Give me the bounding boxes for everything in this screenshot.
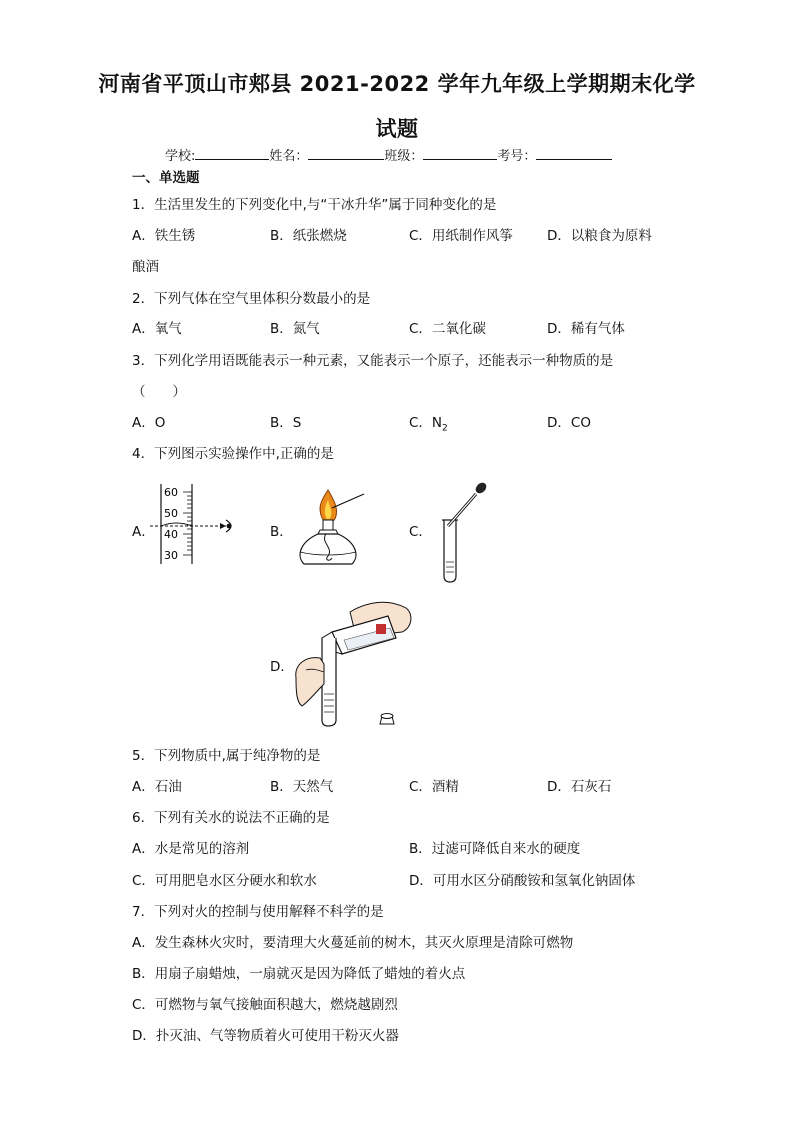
q5-option-a[interactable]: A．石油: [132, 779, 182, 795]
q3-option-c-subscript: 2: [442, 423, 448, 434]
scale-label-50: 50: [164, 507, 178, 520]
q3-option-d[interactable]: D．CO: [547, 415, 591, 431]
q6-option-a[interactable]: A．水是常见的溶剂: [132, 841, 250, 857]
page-title: 河南省平顶山市郏县 2021-2022 学年九年级上学期期末化学: [98, 72, 696, 96]
q2-option-c[interactable]: C．二氧化碳: [409, 321, 486, 337]
question-3-stem: 3．下列化学用语既能表示一种元素，又能表示一个原子，还能表示一种物质的是: [132, 353, 614, 369]
q5-option-b[interactable]: B．天然气: [270, 779, 334, 795]
q7-option-d[interactable]: D．扑灭油、气等物质着火可使用干粉灭火器: [132, 1028, 399, 1044]
q2-option-b[interactable]: B．氮气: [270, 321, 320, 337]
q2-option-d[interactable]: D．稀有气体: [547, 321, 625, 337]
name-label: 姓名：: [269, 149, 309, 164]
alcohol-lamp-figure: [290, 486, 368, 572]
scale-label-30: 30: [164, 549, 178, 562]
question-4-stem: 4．下列图示实验操作中,正确的是: [132, 446, 334, 462]
q5-option-c[interactable]: C．酒精: [409, 779, 459, 795]
q6-option-c[interactable]: C．可用肥皂水区分硬水和软水: [132, 873, 317, 889]
class-blank[interactable]: [423, 147, 497, 160]
q1-option-d-continued: 酿酒: [132, 259, 159, 275]
q5-option-d[interactable]: D．石灰石: [547, 779, 612, 795]
q7-option-c[interactable]: C．可燃物与氧气接触面积越大，燃烧越剧烈: [132, 997, 398, 1013]
q6-option-d[interactable]: D．可用水区分硝酸铵和氢氧化钠固体: [409, 873, 636, 889]
q1-option-c[interactable]: C．用纸制作风筝: [409, 228, 513, 244]
school-blank[interactable]: [195, 147, 269, 160]
question-6-stem: 6．下列有关水的说法不正确的是: [132, 810, 330, 826]
q3-option-c[interactable]: [409, 411, 448, 434]
q7-option-a[interactable]: A．发生森林火灾时，要清理大火蔓延前的树木，其灭火原理是清除可燃物: [132, 935, 574, 951]
name-blank[interactable]: [308, 147, 384, 160]
q4-option-b[interactable]: B．: [270, 524, 293, 540]
q1-option-b[interactable]: B．纸张燃烧: [270, 228, 347, 244]
eye-icon: [226, 520, 231, 532]
question-1-stem: 1．生活里发生的下列变化中,与“干冰升华”属于同种变化的是: [132, 197, 497, 213]
student-info-row: [165, 145, 612, 164]
scale-label-60: 60: [164, 486, 178, 499]
question-7-stem: 7．下列对火的控制与使用解释不科学的是: [132, 904, 384, 920]
q2-option-a[interactable]: A．氧气: [132, 321, 182, 337]
class-label: 班级：: [384, 149, 424, 164]
school-label: 学校:: [165, 149, 196, 164]
q3-option-b[interactable]: B．S: [270, 415, 302, 431]
q3-option-c-text: C．N: [409, 415, 443, 431]
q4-option-c[interactable]: C．: [409, 524, 432, 540]
q4-option-a[interactable]: A．: [132, 524, 155, 540]
q7-option-b[interactable]: B．用扇子扇蜡烛，一扇就灭是因为降低了蜡烛的着火点: [132, 966, 466, 982]
pouring-liquid-figure: [292, 598, 420, 730]
number-label: 考号：: [497, 149, 537, 164]
graduated-cylinder-reading-figure: [150, 480, 242, 568]
question-5-stem: 5．下列物质中,属于纯净物的是: [132, 748, 321, 764]
question-2-stem: 2．下列气体在空气里体积分数最小的是: [132, 291, 371, 307]
section-heading: 一、单选题: [132, 170, 200, 186]
q1-option-d[interactable]: D．以粮食为原料: [547, 228, 652, 244]
q3-answer-paren: （ ）: [132, 384, 186, 400]
q1-option-a[interactable]: A．铁生锈: [132, 228, 196, 244]
dropper-test-tube-figure: [434, 480, 494, 584]
q4-option-d[interactable]: D．: [270, 659, 294, 675]
page-title-continued: 试题: [375, 117, 419, 141]
q3-option-a[interactable]: A．O: [132, 415, 166, 431]
scale-label-40: 40: [164, 528, 178, 541]
q6-option-b[interactable]: B．过滤可降低自来水的硬度: [409, 841, 581, 857]
number-blank[interactable]: [536, 147, 612, 160]
